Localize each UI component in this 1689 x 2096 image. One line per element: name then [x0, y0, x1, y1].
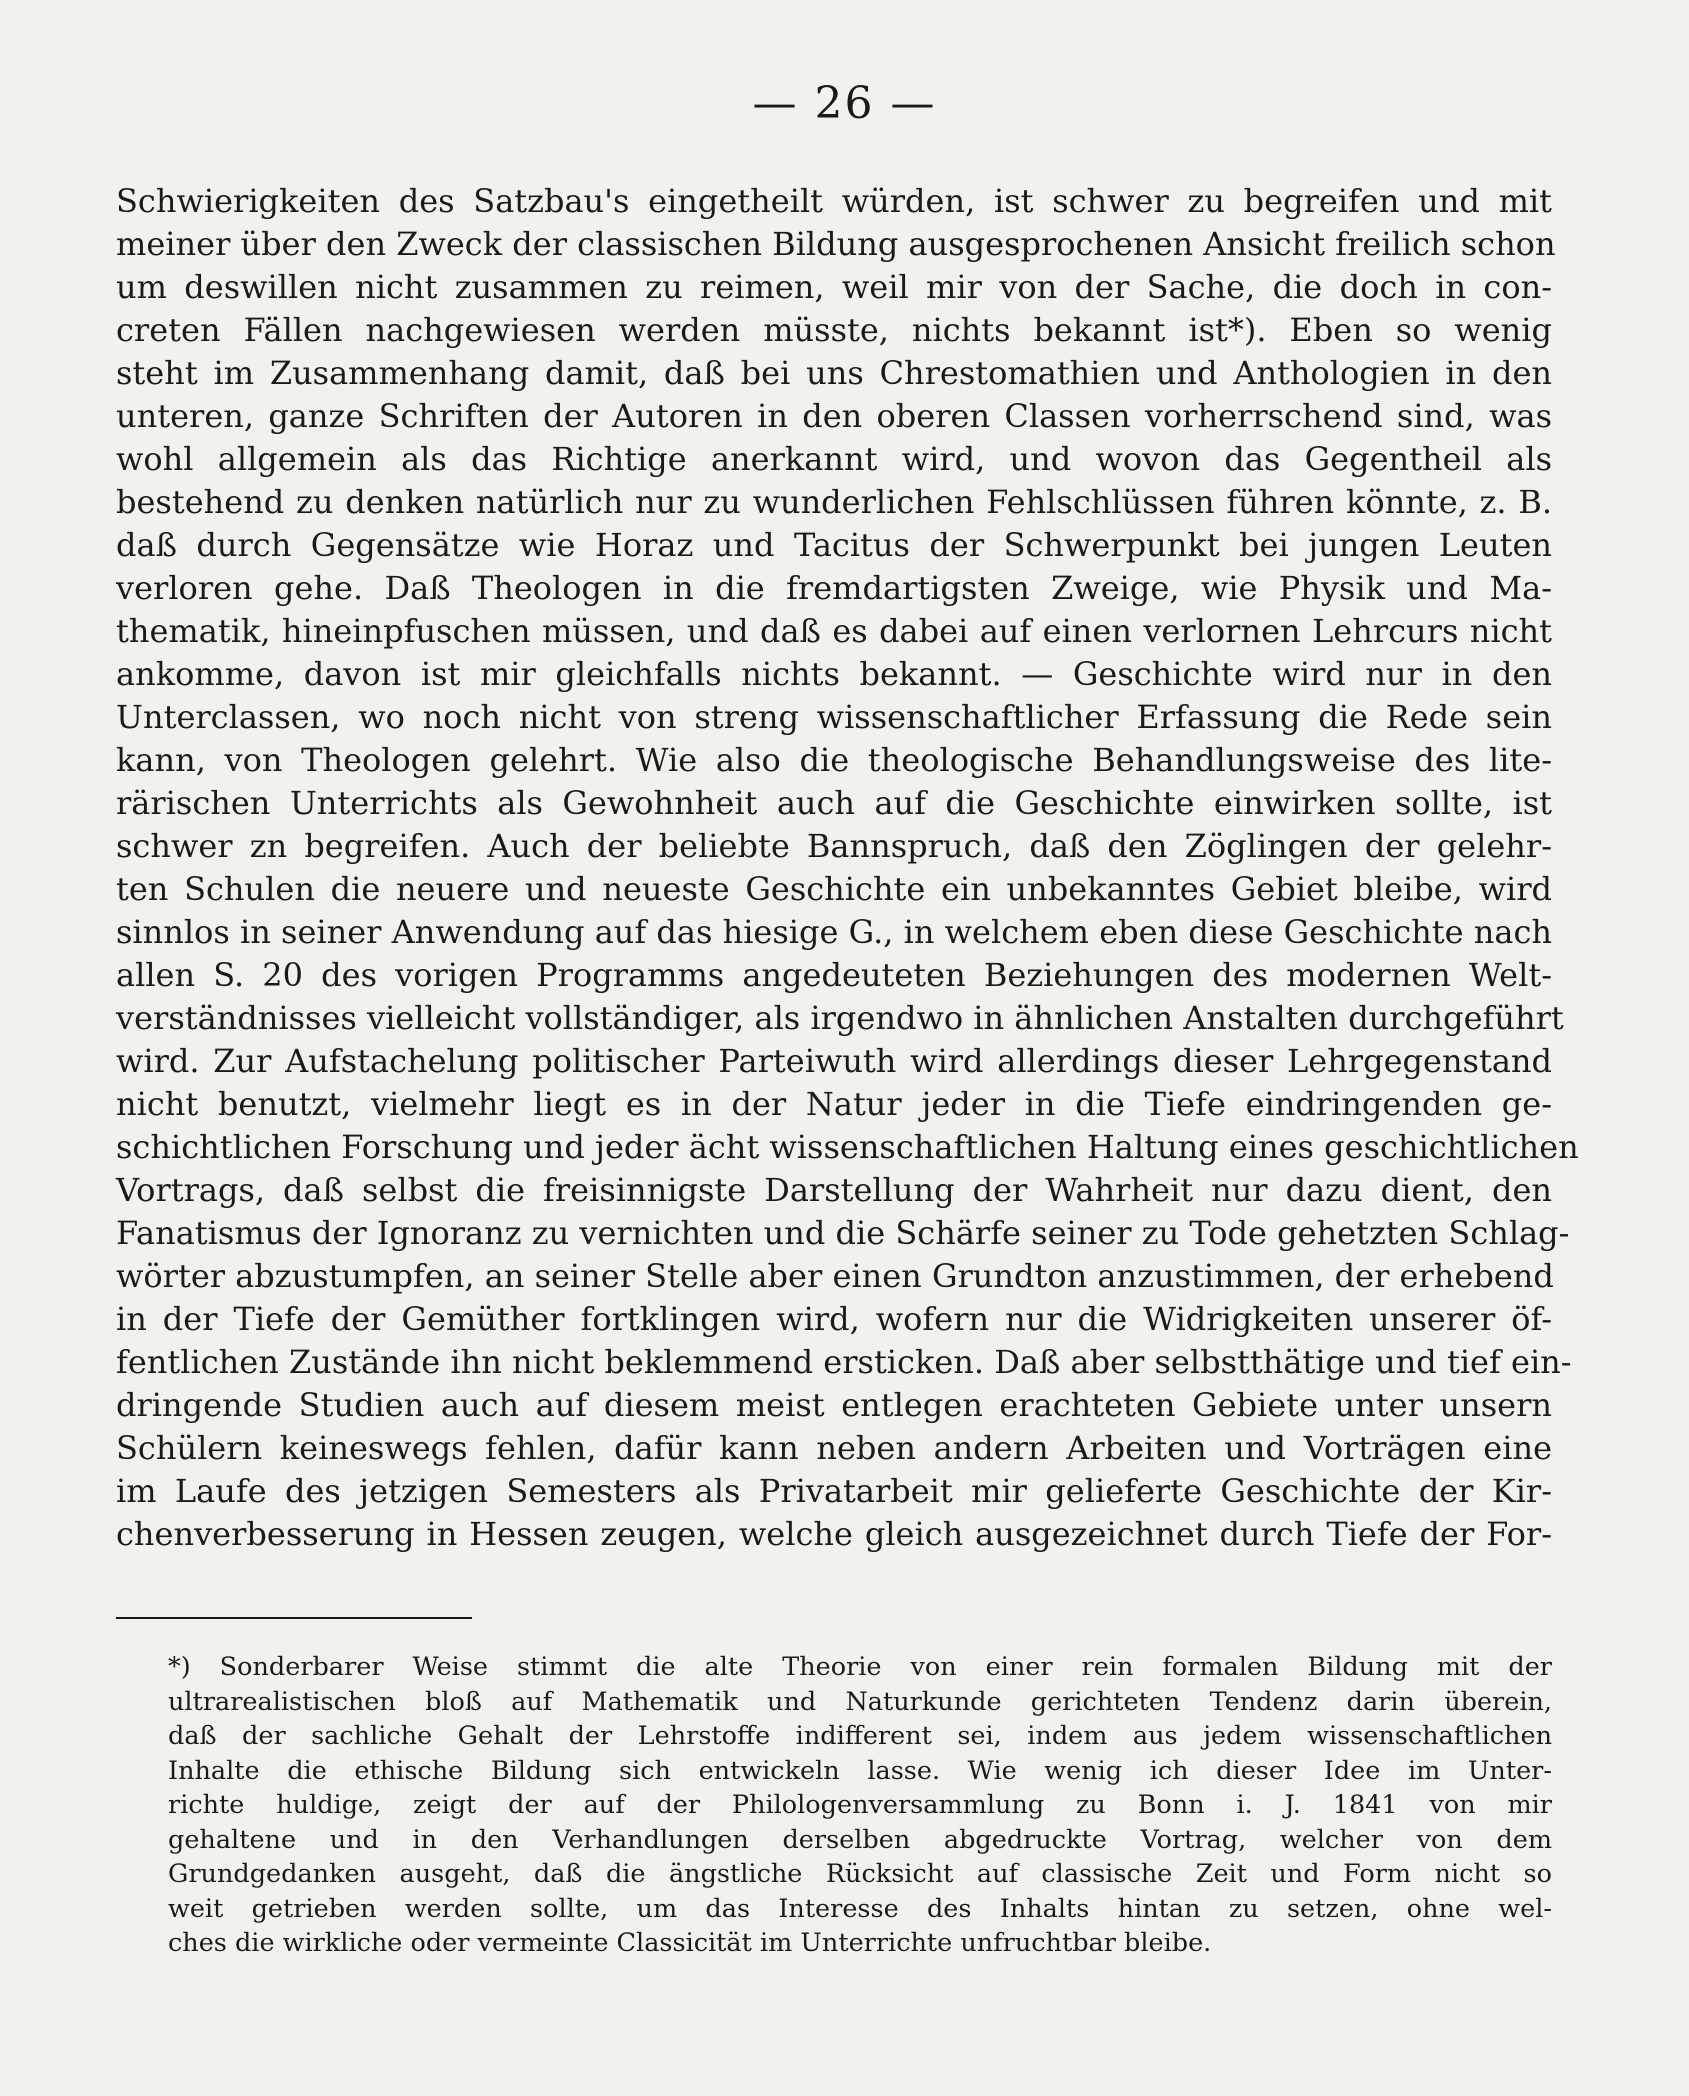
text-line: bestehend zu denken natürlich nur zu wunderlichen Fehlschlüssen führen könnte, z. B.: [116, 483, 1552, 521]
text-line: daß durch Gegensätze wie Horaz und Tacitus der Schwerpunkt bei jungen Leuten: [116, 526, 1552, 564]
footnote-line: gehaltene und in den Verhandlungen derselben abgedruckte Vortrag, welcher von dem: [168, 1824, 1552, 1855]
text-line: nicht benutzt, vielmehr liegt es in der Natur jeder in die Tiefe eindringenden ge-: [116, 1085, 1552, 1123]
footnote-line: daß der sachliche Gehalt der Lehrstoffe indifferent sei, indem aus jedem wissenschaftlichen: [168, 1721, 1552, 1751]
text-line: ankomme, davon ist mir gleichfalls nichts bekannt. — Geschichte wird nur in den: [116, 655, 1552, 693]
text-line: in der Tiefe der Gemüther fortklingen wird, wofern nur die Widrigkeiten unserer öf-: [116, 1300, 1552, 1338]
footnote-line: Inhalte die ethische Bildung sich entwickeln lasse. Wie wenig ich dieser Idee im Unter-: [168, 1755, 1552, 1786]
text-line: wohl allgemein als das Richtige anerkannt wird, und wovon das Gegentheil als: [116, 440, 1552, 478]
text-line: meiner über den Zweck der classischen Bildung ausgesprochenen Ansicht freilich schon: [116, 225, 1556, 263]
text-line: wird. Zur Aufstachelung politischer Parteiwuth wird allerdings dieser Lehrgegenstand: [116, 1042, 1552, 1080]
text-line: Unterclassen, wo noch nicht von streng wissenschaftlicher Erfassung die Rede sein: [116, 698, 1552, 736]
text-line: fentlichen Zustände ihn nicht beklemmend ersticken. Daß aber selbstthätige und tief ein-: [116, 1343, 1572, 1381]
text-line: schichtlichen Forschung und jeder ächt wissenschaftlichen Haltung eines geschichtlichen: [116, 1128, 1579, 1166]
footnote-line: *) Sonderbarer Weise stimmt die alte Theorie von einer rein formalen Bildung mit der: [168, 1652, 1552, 1682]
text-line: creten Fällen nachgewiesen werden müsste, nichts bekannt ist*). Eben so wenig: [116, 311, 1552, 349]
text-line: sinnlos in seiner Anwendung auf das hiesige G., in welchem eben diese Geschichte nach: [116, 913, 1552, 951]
text-line: im Laufe des jetzigen Semesters als Privatarbeit mir gelieferte Geschichte der Kir-: [116, 1472, 1552, 1510]
page-number: — 26 —: [752, 78, 937, 129]
footnote-line: ches die wirkliche oder vermeinte Classicität im Unterrichte unfruchtbar bleibe.: [168, 1928, 1212, 1958]
text-line: Schwierigkeiten des Satzbau's eingetheilt würden, ist schwer zu begreifen und mit: [116, 182, 1552, 220]
text-line: verständnisses vielleicht vollständiger, als irgendwo in ähnlichen Anstalten durchgeführt: [116, 999, 1564, 1037]
footnote-line: Grundgedanken ausgeht, daß die ängstliche Rücksicht auf classische Zeit und Form nicht so: [168, 1859, 1552, 1889]
text-line: unteren, ganze Schriften der Autoren in den oberen Classen vorherrschend sind, was: [116, 397, 1552, 435]
text-line: rärischen Unterrichts als Gewohnheit auch auf die Geschichte einwirken sollte, ist: [116, 784, 1552, 822]
text-line: ten Schulen die neuere und neueste Geschichte ein unbekanntes Gebiet bleibe, wird: [116, 870, 1552, 908]
text-line: Schülern keineswegs fehlen, dafür kann neben andern Arbeiten und Vorträgen eine: [116, 1429, 1552, 1467]
text-line: verloren gehe. Daß Theologen in die fremdartigsten Zweige, wie Physik und Ma-: [116, 569, 1552, 607]
main-text: [116, 180, 1579, 1556]
text-line: kann, von Theologen gelehrt. Wie also die theologische Behandlungsweise des lite-: [116, 741, 1552, 779]
text-line: dringende Studien auch auf diesem meist entlegen erachteten Gebiete unter unsern: [116, 1386, 1552, 1424]
text-line: chenverbesserung in Hessen zeugen, welche gleich ausgezeichnet durch Tiefe der For-: [116, 1515, 1552, 1553]
text-line: allen S. 20 des vorigen Programms angedeuteten Beziehungen des modernen Welt-: [116, 956, 1552, 994]
footnote-separator: [116, 1617, 472, 1619]
text-line: thematik, hineinpfuschen müssen, und daß es dabei auf einen verlornen Lehrcurs nicht: [116, 612, 1552, 650]
text-line: steht im Zusammenhang damit, daß bei uns Chrestomathien und Anthologien in den: [116, 354, 1552, 392]
text-line: um deswillen nicht zusammen zu reimen, weil mir von der Sache, die doch in con-: [116, 268, 1552, 306]
footnote-line: ultrarealistischen bloß auf Mathematik und Naturkunde gerichteten Tendenz darin überein,: [168, 1686, 1552, 1717]
footnote-line: richte huldige, zeigt der auf der Philologenversammlung zu Bonn i. J. 1841 von mir: [168, 1790, 1552, 1820]
footnote-line: weit getrieben werden sollte, um das Interesse des Inhalts hintan zu setzen, ohne wel-: [168, 1893, 1552, 1924]
text-line: schwer zn begreifen. Auch der beliebte Bannspruch, daß den Zöglingen der gelehr-: [116, 827, 1552, 865]
text-line: wörter abzustumpfen, an seiner Stelle aber einen Grundton anzustimmen, der erhebend: [116, 1257, 1554, 1295]
text-line: Fanatismus der Ignoranz zu vernichten und die Schärfe seiner zu Tode gehetzten Schlag-: [116, 1214, 1570, 1252]
text-line: Vortrags, daß selbst die freisinnigste Darstellung der Wahrheit nur dazu dient, den: [116, 1171, 1552, 1209]
footnote: [116, 1650, 1552, 1961]
